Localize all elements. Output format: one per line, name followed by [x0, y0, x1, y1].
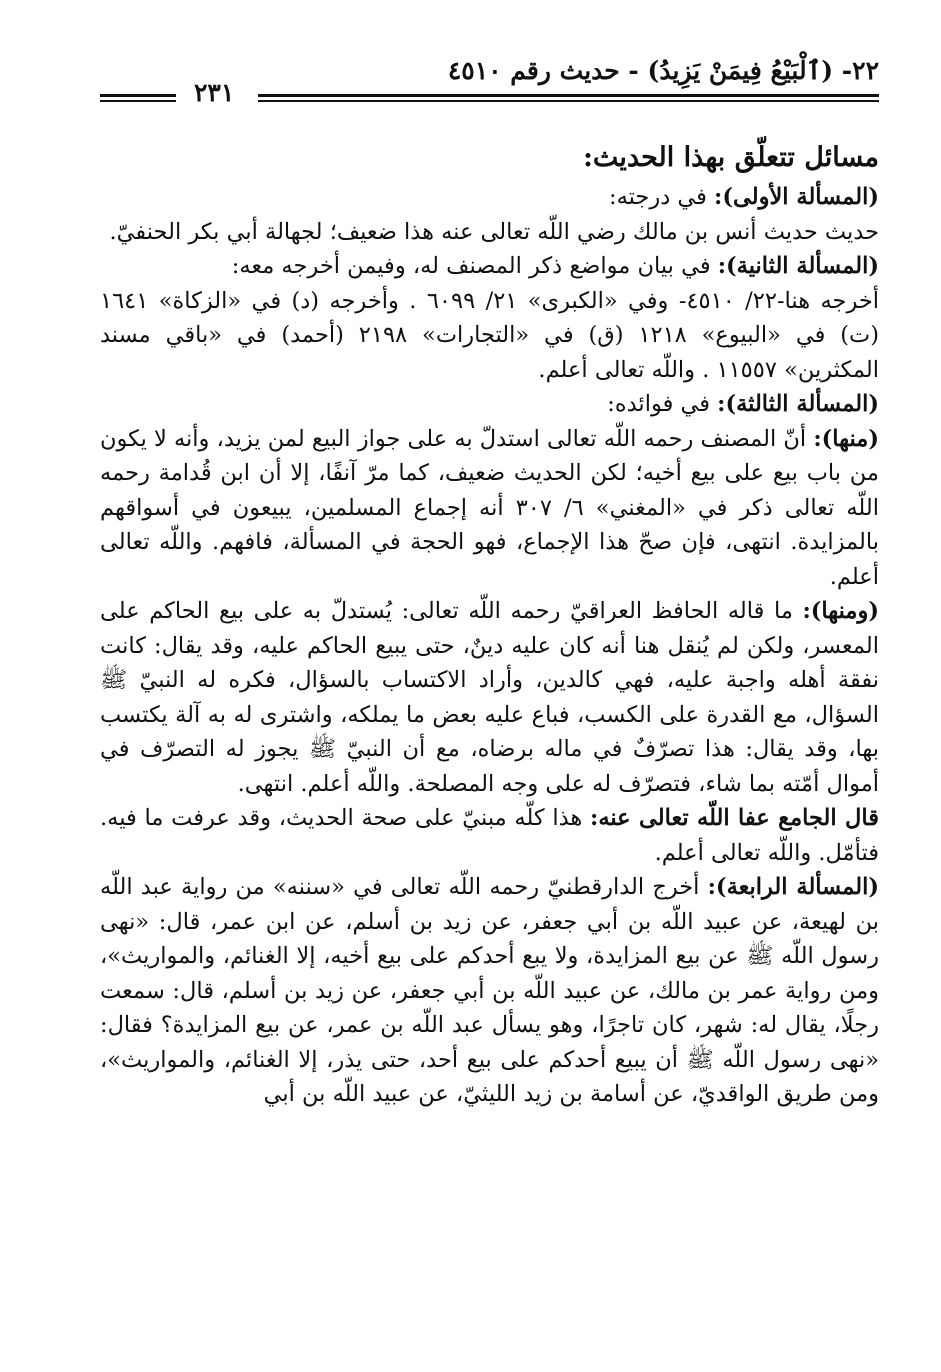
- paragraph-text: في فوائده:: [607, 391, 718, 417]
- paragraph-lead: (المسألة الثالثة):: [717, 391, 879, 417]
- paragraph-lead: (المسألة الرابعة):: [707, 874, 879, 900]
- paragraph-lead: (ومنها):: [802, 598, 879, 624]
- paragraph-text: أخرج الدارقطنيّ رحمه اللّه تعالى في «سننه» من رواية عبد اللّه بن لهيعة، عن عبيد اللّه بن أبي جعفر، عن زيد بن أسلم، عن ابن عمر، قال: «نهى رسول اللّه ﷺ عن بيع المزايدة، ولا يبع أحدكم على بيع أخيه، إلا الغنائم، والمواريث»، ومن رواية عمر بن مالك، عن عبيد اللّه بن أبي جعفر، عن زيد بن أسلم، قال: سمعت رجلًا، يقال له: شهر، كان تاجرًا، وهو يسأل عبد اللّه بن عمر، عن بيع المزايدة؟ فقال: «نهى رسول اللّه ﷺ أن يبيع أحدكم على بيع أحد، حتى يذر، إلا الغنائم، والمواريث»، ومن طريق الواقديّ، عن أسامة بن زيد الليثيّ، عن عبيد اللّه بن أبي: [100, 874, 879, 1107]
- running-title: ٢٢- (ٱلْبَيْعُ فِيمَنْ يَزِيدُ) - حديث رقم ٤٥١٠: [447, 56, 879, 85]
- paragraph-lead: (المسألة الثانية):: [717, 253, 879, 279]
- page-number: ٢٣١: [188, 76, 240, 110]
- paragraph-benefit-1: [100, 422, 879, 595]
- paragraph-text: ما قاله الحافظ العراقيّ رحمه اللّه تعالى: يُستدلّ به على بيع الحاكم على المعسر، ولكن لم يُنقل هنا أنه كان عليه دينٌ، حتى يبيع الحاكم عليه، وقد يقال: كانت نفقة أهله واجبة عليه، فهي كالدين، وأراد الاكتساب بالسؤال، فكره له النبيّ ﷺ السؤال، مع القدرة على الكسب، فباع عليه بعض ما يملكه، واشترى له به آلة يكتسب بها، وقد يقال: هذا تصرّفٌ في ماله برضاه، مع أن النبيّ ﷺ يجوز له التصرّف في أموال أمّته بما شاء، فتصرّف له على وجه المصلحة. واللّه أعلم. انتهى.: [100, 598, 879, 797]
- paragraph-lead: (منها):: [813, 425, 879, 452]
- paragraph-issue-1: [100, 180, 879, 215]
- header-rule-left: [100, 94, 176, 102]
- paragraph-issue-4: [100, 870, 879, 1112]
- paragraph-benefit-2: [100, 594, 879, 801]
- paragraph-text: حديث حديث أنس بن مالك رضي اللّه تعالى عنه هذا ضعيف؛ لجهالة أبي بكر الحنفيّ.: [109, 218, 879, 245]
- paragraph-text: هذا كلّه مبنيّ على صحة الحديث، وقد عرفت ما فيه. فتأمّل. واللّه تعالى أعلم.: [100, 805, 879, 866]
- paragraph-issue-3: [100, 387, 879, 422]
- paragraph-lead: قال الجامع عفا اللّه تعالى عنه:: [590, 805, 879, 831]
- paragraph-text: في بيان مواضع ذكر المصنف له، وفيمن أخرجه معه:: [231, 253, 718, 279]
- page-body: [100, 138, 879, 1112]
- paragraph-text: في درجته:: [609, 184, 715, 210]
- paragraph-text: أنّ المصنف رحمه اللّه تعالى استدلّ به على جواز البيع لمن يزيد، وأنه لا يكون من باب بيع على بيع أخيه؛ لكن الحديث ضعيف، كما مرّ آنفًا، إلا أن ابن قُدامة رحمه اللّه تعالى ذكر في «المغني» ٦/ ٣٠٧ أنه إجماع المسلمين، يبيعون في أسواقهم بالمزايدة. انتهى، فإن صحّ هذا الإجماع، فهو الحجة في المسألة، فافهم. واللّه تعالى أعلم.: [100, 425, 879, 590]
- paragraph-lead: (المسألة الأولى):: [714, 184, 879, 210]
- paragraph-issue-2: [100, 249, 879, 284]
- paragraph-sources: [100, 284, 879, 388]
- paragraph-compiler-note: [100, 801, 879, 870]
- section-title: مسائل تتعلّق بهذا الحديث:: [582, 142, 879, 173]
- paragraph-grading: [100, 215, 879, 250]
- header-rule-right: [258, 94, 879, 102]
- paragraph-text: أخرجه هنا-٢٢/ ٤٥١٠- وفي «الكبرى» ٢١/ ٦٠٩٩ . وأخرجه (د) في «الزكاة» ١٦٤١ (ت) في «البيوع» ١٢١٨ (ق) في «التجارات» ٢١٩٨ (أحمد) في «باقي مسند المكثرين» ١١٥٥٧ . واللّه تعالى أعلم.: [100, 287, 880, 383]
- running-header: [100, 52, 879, 116]
